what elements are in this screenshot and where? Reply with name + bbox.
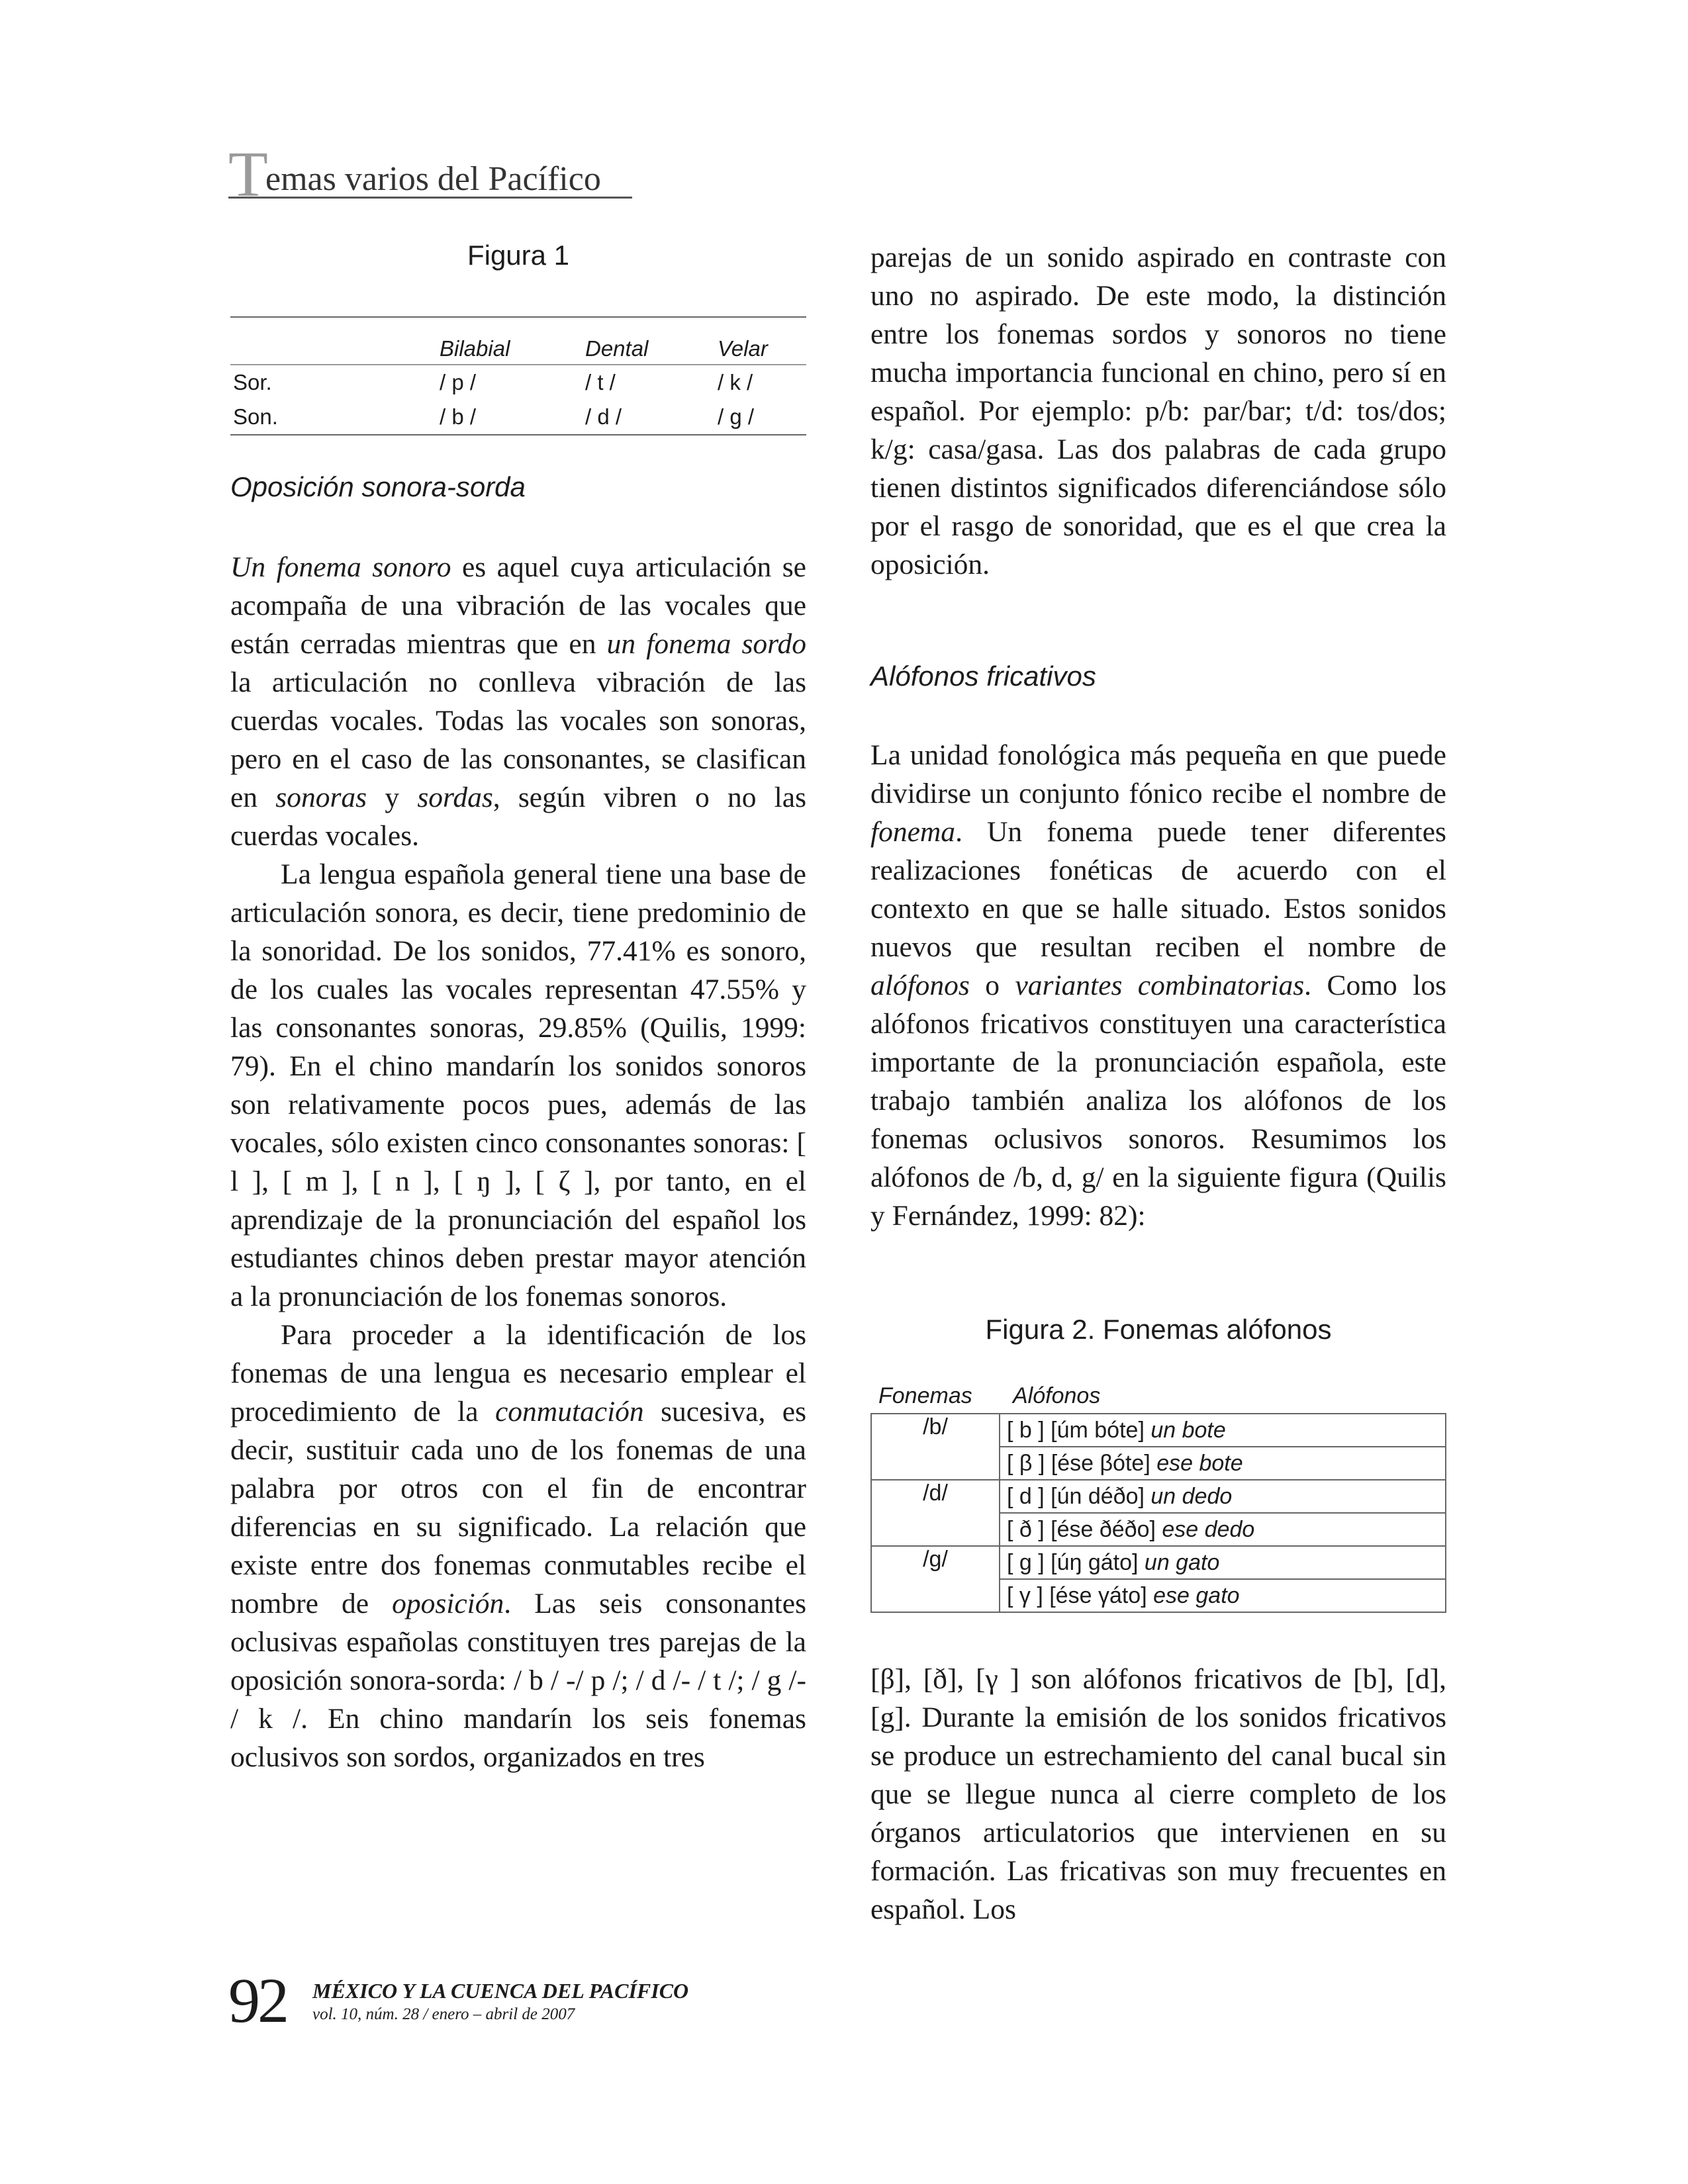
figure2-header	[870, 1380, 1446, 1413]
table-cell: / d /	[585, 404, 622, 429]
figure2	[870, 1380, 1446, 1613]
allophone-gloss: ese gato	[1153, 1582, 1240, 1608]
table-cell: Son.	[233, 404, 278, 429]
emphasis: sordas	[417, 782, 493, 813]
table-header-cell: Dental	[585, 317, 718, 365]
allophone-ipa: [ b ] [úm bóte]	[1007, 1417, 1151, 1443]
allophone-gloss: ese bote	[1156, 1450, 1243, 1476]
left-column	[230, 548, 806, 1776]
right-column-middle	[870, 736, 1446, 1235]
running-header	[228, 139, 632, 210]
phoneme-cell: /d/	[871, 1480, 1000, 1513]
journal-title: MÉXICO Y LA CUENCA DEL PACÍFICO	[312, 1979, 689, 2003]
text-run: . Como los alófonos fricativos constituyen una característica importante de la pronunciación española, este trabajo también analiza los alófonos de los fonemas oclusivos sonoros. Resumimos los alófonos de /b, d, g/ en la siguiente figura (Quilis y Fernández, 1999: 82):	[870, 970, 1447, 1232]
allophone-cell	[1000, 1414, 1446, 1447]
allophone-cell	[1000, 1447, 1446, 1480]
allophone-cell	[1000, 1546, 1446, 1579]
allophone-gloss: un gato	[1144, 1549, 1220, 1575]
emphasis: variantes combinatorias	[1015, 970, 1305, 1001]
left-paragraph-3	[230, 1316, 806, 1776]
phoneme-cell-empty	[871, 1513, 1000, 1546]
running-header-initial: T	[228, 139, 268, 210]
figure2-caption: Figura 2. Fonemas alófonos	[985, 1314, 1332, 1345]
allophone-ipa: [ γ ] [ése γáto]	[1007, 1582, 1154, 1608]
table-row	[871, 1513, 1446, 1546]
allophone-ipa: [ d ] [ún déðo]	[1007, 1483, 1151, 1509]
right-column-top	[870, 238, 1446, 584]
text-run: . Las seis consonantes oclusivas españolas constituyen tres parejas de la oposición sonora-sorda: / b / -/ p /; / d /- / t /; / g /- / k /. En chino mandarín los seis fonemas oclusivos son sordos, organizados en tres	[230, 1588, 806, 1773]
table-row	[871, 1480, 1446, 1513]
figure1-table	[230, 316, 806, 435]
figure2-table	[870, 1413, 1446, 1613]
table-cell: / g /	[718, 404, 755, 429]
allophone-gloss: un bote	[1150, 1417, 1226, 1443]
page-number: 92	[228, 1965, 287, 2036]
table-cell: / p /	[440, 370, 477, 394]
phoneme-cell-empty	[871, 1447, 1000, 1480]
text-run: . Un fonema puede tener diferentes realizaciones fonéticas de acuerdo con el contexto en que se halle situado. Estos sonidos nuevos que resultan reciben el nombre de	[870, 816, 1446, 963]
phoneme-cell: /g/	[871, 1546, 1000, 1579]
table-row	[230, 365, 806, 400]
left-paragraph-2: La lengua española general tiene una base de articulación sonora, es decir, tiene predominio de la sonoridad. De los sonidos, 77.41% es sonoro, de los cuales las vocales representan 47.55% y las consonantes sonoras, 29.85% (Quilis, 1999: 79). En el chino mandarín los sonidos sonoros son relativamente pocos pues, además de las vocales, sólo existen cinco consonantes sonoras: [ l ], [ m ], [ n ], [ ŋ ], [ ζ ], por tanto, en el aprendizaje de la pronunciación del español los estudiantes chinos deben prestar mayor atención a la pronunciación de los fonemas sonoros.	[230, 858, 806, 1312]
left-subhead: Oposición sonora-sorda	[230, 471, 526, 502]
table-header-cell: Bilabial	[440, 317, 585, 365]
text-run: o	[969, 970, 1015, 1001]
table-cell: Sor.	[233, 370, 272, 394]
phoneme-cell-empty	[871, 1579, 1000, 1612]
text-run: La unidad fonológica más pequeña en que puede dividirse un conjunto fónico recibe el nombre de	[870, 739, 1446, 809]
allophone-cell	[1000, 1513, 1446, 1546]
right-subhead: Alófonos fricativos	[870, 660, 1096, 692]
emphasis: conmutación	[494, 1396, 644, 1428]
left-paragraph-1	[230, 548, 806, 855]
running-header-title: emas varios del Pacífico	[265, 160, 601, 198]
allophone-gloss: ese dedo	[1162, 1516, 1255, 1542]
table-row	[871, 1579, 1446, 1612]
text-run: y	[367, 782, 418, 813]
table-cell: / b /	[440, 404, 477, 429]
table-cell: / t /	[585, 370, 616, 394]
table-row	[871, 1447, 1446, 1480]
table-cell	[230, 317, 440, 365]
emphasis: Un fonema sonoro	[230, 551, 451, 583]
allophone-cell	[1000, 1480, 1446, 1513]
emphasis: oposición	[392, 1588, 504, 1619]
journal-issue: vol. 10, núm. 28 / enero – abril de 2007	[312, 2005, 575, 2023]
allophone-cell	[1000, 1579, 1446, 1612]
text-run: la articulación no conlleva vibración de las cuerdas vocales. Todas las vocales son sonoras, pero en el caso de las consonantes, se clasifican en	[230, 666, 806, 813]
phoneme-cell: /b/	[871, 1414, 1000, 1447]
text-run: , según vibren o no las cuerdas vocales.	[230, 782, 807, 852]
figure2-col-alofonos: Alófonos	[1013, 1383, 1101, 1408]
figure1-caption: Figura 1	[467, 240, 570, 271]
allophone-ipa: [ β ] [ése βóte]	[1007, 1450, 1157, 1476]
emphasis: sonoras	[275, 782, 367, 813]
right-column-bottom	[870, 1660, 1446, 1929]
emphasis: un fonema sordo	[606, 628, 806, 660]
allophone-gloss: un dedo	[1150, 1483, 1233, 1509]
table-cell: / k /	[718, 370, 753, 394]
table-row	[871, 1546, 1446, 1579]
text-run: es aquel cuya articulación se acompaña de una vibración de las vocales que están cerradas mientras que en	[230, 551, 806, 660]
table-row	[871, 1414, 1446, 1447]
allophone-ipa: [ ð ] [ése ðéðo]	[1007, 1516, 1162, 1542]
text-run: sucesiva, es decir, sustituir cada uno de los fonemas de una palabra por otros con el fin de encontrar diferencias en su significado. La relación que existe entre dos fonemas conmutables recibe el nombre de	[230, 1396, 806, 1619]
text-run: Para proceder a la identificación de los fonemas de una lengua es necesario emplear el procedimiento de la	[230, 1319, 806, 1428]
right-paragraph-2	[870, 736, 1446, 1235]
allophone-ipa: [ g ] [úŋ gáto]	[1007, 1549, 1145, 1575]
figure2-col-fonemas: Fonemas	[878, 1383, 972, 1408]
table-row	[230, 317, 806, 365]
right-paragraph-1: parejas de un sonido aspirado en contraste con uno no aspirado. De este modo, la distinción entre los fonemas sordos y sonoros no tiene mucha importancia funcional en chino, pero sí en español. Por ejemplo: p/b: par/bar; t/d: tos/dos; k/g: casa/gasa. Las dos palabras de cada grupo tienen distintos significados diferenciándose sólo por el rasgo de sonoridad, que es el que crea la oposición.	[870, 242, 1446, 580]
table-header-cell: Velar	[718, 317, 806, 365]
emphasis: fonema	[870, 816, 956, 848]
table-row	[230, 400, 806, 435]
right-paragraph-3: [β], [ð], [γ ] son alófonos fricativos de [b], [d], [g]. Durante la emisión de los sonidos fricativos se produce un estrechamiento del canal bucal sin que se llegue nunca al cierre completo de los órganos articulatorios que intervienen en su formación. Las fricativas son muy frecuentes en español. Los	[870, 1663, 1446, 1925]
emphasis: alófonos	[870, 970, 970, 1001]
